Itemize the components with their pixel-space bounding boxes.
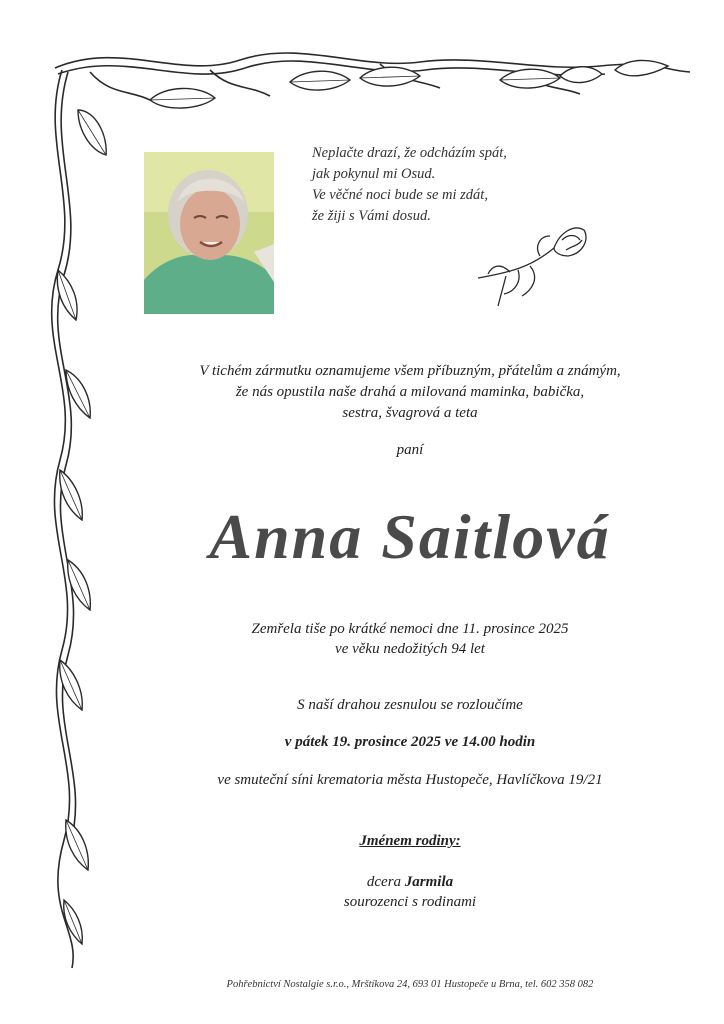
family-daughter bbox=[60, 872, 724, 892]
farewell-intro: S naší drahou zesnulou se rozloučíme bbox=[297, 697, 523, 713]
poem-line: Ve věčné noci bude se mi zdát, bbox=[312, 187, 488, 203]
family-list bbox=[60, 872, 724, 912]
ceremony-place: ve smuteční síni krematoria města Hustopeče, Havlíčkova 19/21 bbox=[217, 772, 603, 788]
poem-line: jak pokynul mi Osud. bbox=[312, 166, 436, 182]
announcement-text bbox=[60, 361, 724, 424]
family-heading: Jménem rodiny: bbox=[359, 833, 461, 849]
announcement-line: V tichém zármutku oznamujeme všem příbuzným, přátelům a známým, bbox=[199, 363, 621, 379]
ceremony-datetime: v pátek 19. prosince 2025 ve 14.00 hodin bbox=[284, 734, 536, 750]
deceased-name: Anna Saitlová bbox=[209, 501, 611, 572]
death-info bbox=[60, 619, 724, 659]
rose-icon bbox=[470, 210, 600, 310]
honorific: paní bbox=[396, 442, 424, 458]
announcement-line: že nás opustila naše drahá a milovaná maminka, babička, bbox=[235, 384, 585, 400]
poem-line: že žiji s Vámi dosud. bbox=[312, 208, 431, 224]
poem-line: Neplačte drazí, že odcházím spát, bbox=[312, 145, 507, 161]
death-info-line: ve věku nedožitých 94 let bbox=[335, 641, 485, 657]
portrait-photo bbox=[144, 152, 274, 314]
family-siblings: sourozenci s rodinami bbox=[343, 894, 477, 910]
daughter-prefix: dcera bbox=[366, 874, 405, 890]
funeral-home-footer: Pohřebnictví Nostalgie s.r.o., Mrštíkova 24, 693 01 Hustopeče u Brna, tel. 602 358 082 bbox=[226, 979, 594, 990]
death-info-line: Zemřela tiše po krátké nemoci dne 11. prosince 2025 bbox=[251, 621, 569, 637]
portrait-illustration bbox=[144, 152, 274, 314]
daughter-name: Jarmila bbox=[404, 874, 454, 890]
announcement-line: sestra, švagrová a teta bbox=[342, 405, 478, 421]
